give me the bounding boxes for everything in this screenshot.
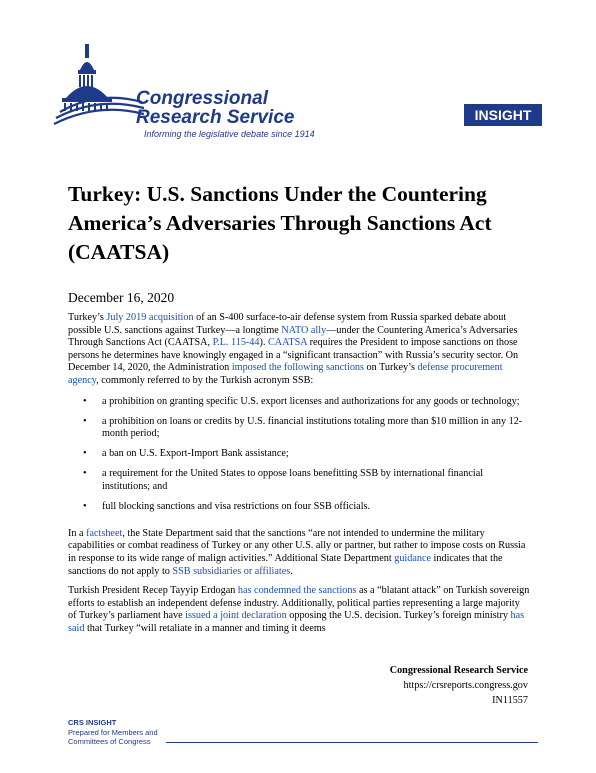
paragraph-2: In a factsheet, the State Department said that the sanctions “are not intended to undermine the military capabilities or combat readiness of Turkey or any other U.S. ally or partner, but rather to impose costs on Russia in response to its wide range of malign activities.” Additional State Department guidance indicates that the sanctions do not apply to SSB subsidiaries or affiliates.	[68, 527, 526, 577]
footer-report-id: IN11557	[492, 695, 528, 706]
link-has-said[interactable]: has said	[68, 610, 525, 634]
crs-insight-title: CRS INSIGHT	[68, 718, 117, 727]
sanctions-list	[68, 396, 530, 514]
link-july-2019-acquisition[interactable]: July 2019 acquisition	[106, 312, 194, 323]
list-item: • a prohibition on loans or credits by U.S. financial institutions totaling more than $10 million in any 12-month period;	[68, 416, 530, 441]
link-defense-procurement-agency[interactable]: defense procurement agency	[68, 362, 503, 386]
link-imposed-sanctions[interactable]: imposed the following sanctions	[231, 362, 364, 374]
logo-line2: Research Service	[136, 107, 295, 128]
link-caatsa[interactable]: CAATSA	[268, 337, 308, 349]
link-nato-ally[interactable]: NATO ally	[281, 324, 327, 336]
link-ssb-subsidiaries[interactable]: SSB subsidiaries or affiliates	[172, 565, 291, 577]
link-guidance[interactable]: guidance	[394, 552, 431, 564]
crs-insight-label	[68, 718, 158, 747]
list-item: • full blocking sanctions and visa restrictions on four SSB officials.	[68, 501, 530, 514]
footer-divider	[166, 742, 538, 743]
footer-org: Congressional Research Service	[389, 665, 528, 676]
footer-url: https://crsreports.congress.gov	[403, 680, 528, 691]
insight-badge: INSIGHT	[464, 104, 542, 126]
article-body	[68, 312, 530, 642]
list-item: • a prohibition on granting specific U.S. export licenses and authorizations for any goods or technology;	[68, 396, 530, 409]
logo-line1: Congressional	[136, 88, 268, 109]
list-item: • a ban on U.S. Export-Import Bank assistance;	[68, 448, 530, 461]
paragraph-3: Turkish President Recep Tayyip Erdogan has condemned the sanctions as a “blatant attack” on Turkish sovereign efforts to establish an independent defense industry. Additionally, political parties representing a large majority of Turkey’s parliament have issued a joint declaration opposing the U.S. decision. Turkey’s foreign ministry has said that Turkey “will retaliate in a manner and timing it deems	[68, 585, 530, 634]
link-public-law[interactable]: P.L. 115-44	[212, 337, 260, 349]
crs-insight-line1: Prepared for Members and	[68, 727, 158, 737]
publication-date: December 16, 2020	[68, 290, 175, 305]
link-joint-declaration[interactable]: issued a joint declaration	[185, 610, 287, 622]
page-title: Turkey: U.S. Sanctions Under the Countering America’s Adversaries Through Sanctions Act (CAATSA)	[68, 182, 492, 264]
page-footer	[390, 663, 528, 708]
link-condemned-sanctions[interactable]: has condemned the sanctions	[237, 585, 357, 597]
paragraph-1: Turkey’s July 2019 acquisition of an S-400 surface-to-air defense system from Russia sparked debate about possible U.S. sanctions against Turkey—a longtime NATO ally—under the Countering America’s Adversaries Through Sanctions Act (CAATSA, P.L. 115-44). CAATSA requires the President to impose sanctions on those persons he determines have knowingly engaged in a “significant transaction” with Russia’s security sector. On December 14, 2020, the Administration imposed the following sanctions on Turkey’s defense procurement agency, commonly referred to by the Turkish acronym SSB:	[68, 312, 519, 386]
list-item: • a requirement for the United States to oppose loans benefitting SSB by international financial institutions; and	[68, 468, 530, 493]
crs-logo	[52, 40, 352, 145]
link-factsheet[interactable]: factsheet	[86, 527, 123, 539]
crs-insight-line2: Committees of Congress	[68, 737, 151, 746]
logo-tagline: Informing the legislative debate since 1914	[144, 129, 315, 139]
capitol-dome-icon	[52, 40, 144, 132]
